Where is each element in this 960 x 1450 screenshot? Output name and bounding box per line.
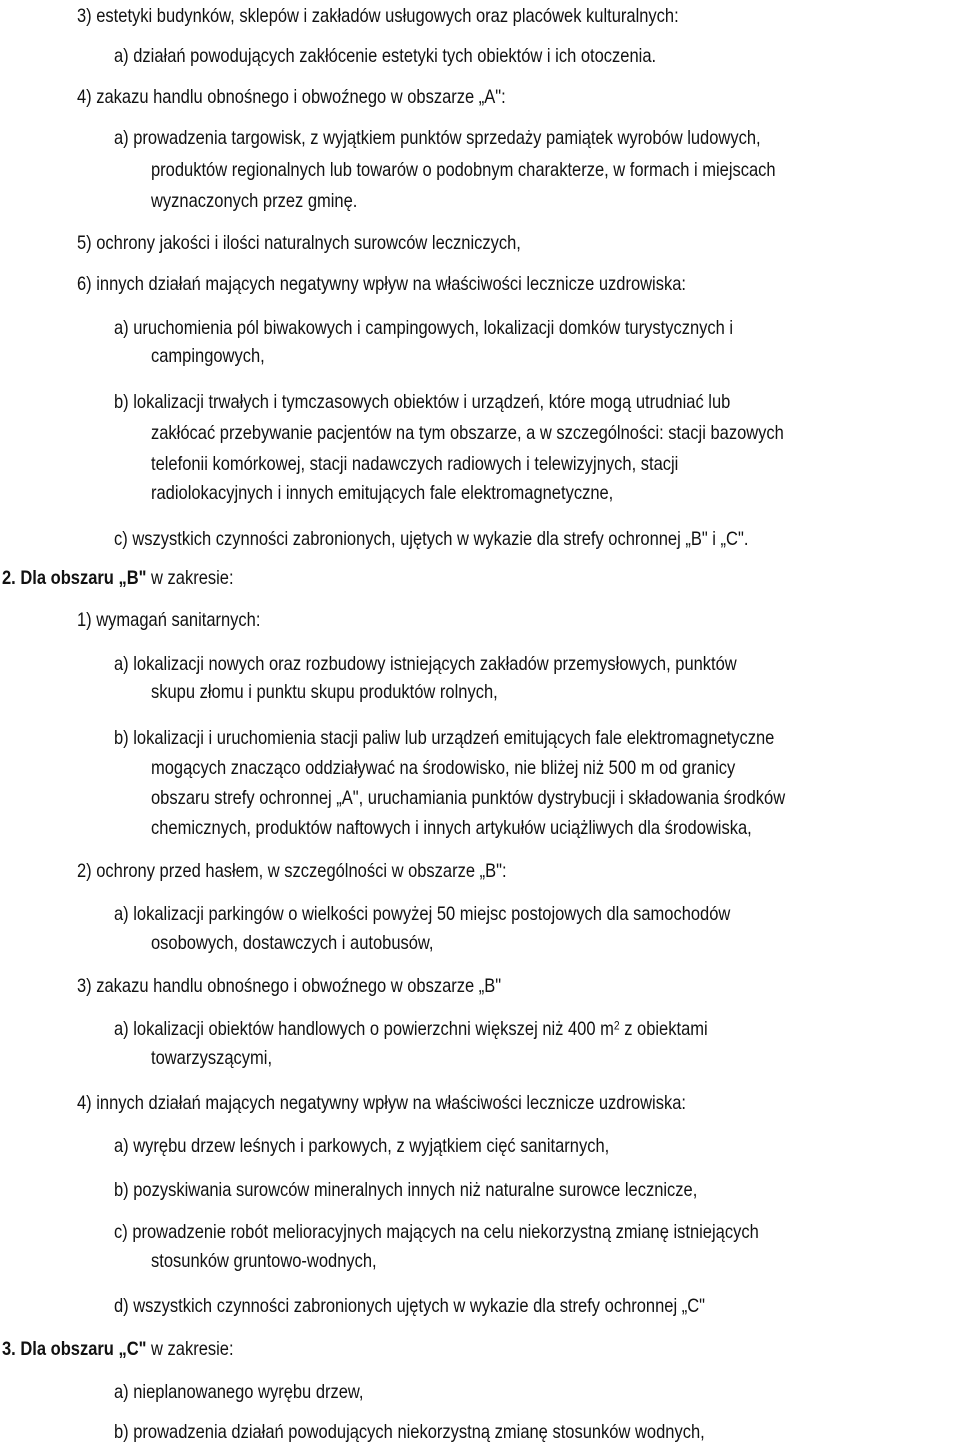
text-line: a) działań powodujących zakłócenie estetyki tych obiektów i ich otoczenia. (114, 46, 657, 67)
section-heading-bold: 2. Dla obszaru „B" (2, 568, 147, 589)
text-segment: a) lokalizacji obiektów handlowych o powierzchni większej niż 400 m (114, 1019, 614, 1040)
text-line: campingowych, (151, 346, 265, 367)
section-heading (2, 1338, 234, 1362)
text-line: osobowych, dostawczych i autobusów, (151, 933, 434, 954)
section-heading-rest: w zakresie: (146, 568, 234, 589)
text-line: zakłócać przebywanie pacjentów na tym obszarze, a w szczególności: stacji bazowych (151, 423, 784, 444)
text-line: c) prowadzenie robót melioracyjnych mających na celu niekorzystną zmianę istniejących (114, 1222, 759, 1243)
text-line: a) lokalizacji parkingów o wielkości powyżej 50 miejsc postojowych dla samochodów (114, 904, 731, 925)
text-line: skupu złomu i punktu skupu produktów rolnych, (151, 682, 498, 703)
text-line: a) lokalizacji nowych oraz rozbudowy istniejących zakładów przemysłowych, punktów (114, 654, 737, 675)
text-line: produktów regionalnych lub towarów o podobnym charakterze, w formach i miejscach (151, 160, 776, 181)
text-line: a) uruchomienia pól biwakowych i campingowych, lokalizacji domków turystycznych i (114, 318, 734, 339)
text-line: b) pozyskiwania surowców mineralnych innych niż naturalne surowce lecznicze, (114, 1180, 698, 1201)
superscript: 2 (613, 1018, 620, 1033)
text-line: obszaru strefy ochronnej „A", uruchamiania punktów dystrybucji i składowania środków (151, 788, 786, 809)
section-heading-bold: 3. Dla obszaru „C" (2, 1339, 147, 1360)
text-line: mogących znacząco oddziaływać na środowisko, nie bliżej niż 500 m od granicy (151, 758, 736, 779)
text-line: 5) ochrony jakości i ilości naturalnych surowców leczniczych, (77, 233, 521, 254)
text-line: a) nieplanowanego wyrębu drzew, (114, 1382, 364, 1403)
text-line: 3) estetyki budynków, sklepów i zakładów usługowych oraz placówek kulturalnych: (77, 6, 679, 27)
section-heading (2, 567, 234, 591)
text-line: towarzyszącymi, (151, 1048, 273, 1069)
text-line: telefonii komórkowej, stacji nadawczych radiowych i telewizyjnych, stacji (151, 454, 679, 475)
text-line: 4) zakazu handlu obnośnego i obwoźnego w obszarze „A": (77, 87, 506, 108)
text-line (114, 1018, 708, 1042)
text-line: d) wszystkich czynności zabronionych ujętych w wykazie dla strefy ochronnej „C" (114, 1296, 705, 1317)
text-line: 4) innych działań mających negatywny wpływ na właściwości lecznicze uzdrowiska: (77, 1093, 686, 1114)
text-line: b) prowadzenia działań powodujących niekorzystną zmianę stosunków wodnych, (114, 1422, 705, 1443)
text-line: a) wyrębu drzew leśnych i parkowych, z wyjątkiem cięć sanitarnych, (114, 1136, 610, 1157)
text-line: radiolokacyjnych i innych emitujących fale elektromagnetyczne, (151, 483, 614, 504)
text-segment: z obiektami (619, 1019, 708, 1040)
text-line: 2) ochrony przed hasłem, w szczególności w obszarze „B": (77, 861, 507, 882)
section-heading-rest: w zakresie: (146, 1339, 234, 1360)
text-line: 6) innych działań mających negatywny wpływ na właściwości lecznicze uzdrowiska: (77, 274, 686, 295)
text-line: b) lokalizacji trwałych i tymczasowych obiektów i urządzeń, które mogą utrudniać lub (114, 392, 731, 413)
text-line: 3) zakazu handlu obnośnego i obwoźnego w obszarze „B" (77, 976, 502, 997)
text-line: a) prowadzenia targowisk, z wyjątkiem punktów sprzedaży pamiątek wyrobów ludowych, (114, 128, 761, 149)
text-line: c) wszystkich czynności zabronionych, ujętych w wykazie dla strefy ochronnej „B" i „C". (114, 529, 749, 550)
text-line: chemicznych, produktów naftowych i innych artykułów uciążliwych dla środowiska, (151, 818, 752, 839)
text-line: wyznaczonych przez gminę. (151, 191, 358, 212)
text-line: stosunków gruntowo-wodnych, (151, 1251, 377, 1272)
text-line: b) lokalizacji i uruchomienia stacji paliw lub urządzeń emitujących fale elektromagnetyczne (114, 728, 775, 749)
text-line: 1) wymagań sanitarnych: (77, 610, 261, 631)
